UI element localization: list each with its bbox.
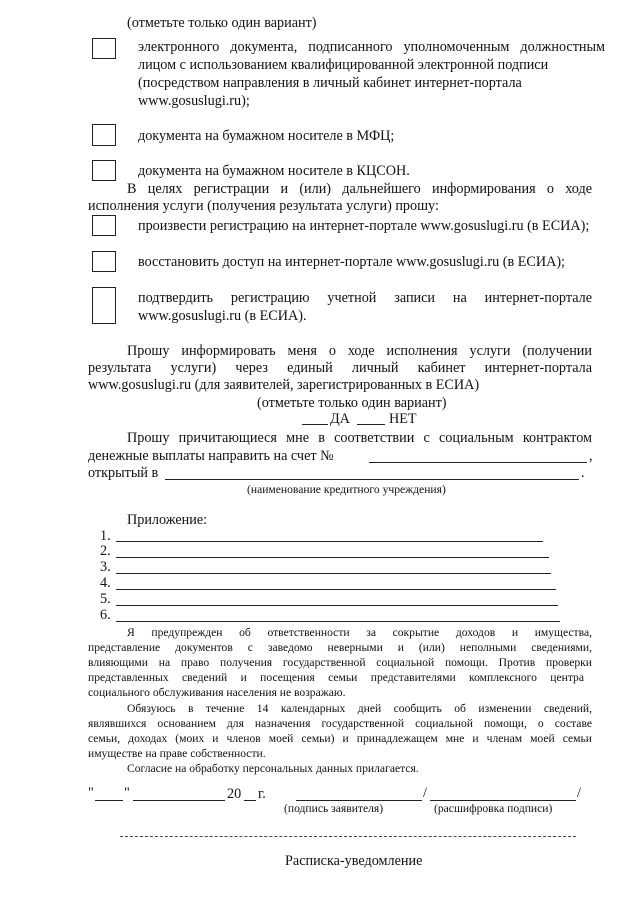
- bank-name-field[interactable]: [165, 479, 579, 480]
- bank-caption: (наименование кредитного учреждения): [247, 483, 446, 496]
- attachment-number-4: 4.: [100, 575, 111, 591]
- payment-request-line-1: Прошу причитающиеся мне в соответствии с социальным контрактом: [127, 430, 592, 446]
- liability-line-3: влияющими на право получения государственной социальной помощи. Против проверки: [88, 656, 592, 669]
- receipt-title: Расписка-уведомление: [285, 853, 423, 869]
- obligation-line-1: Обязуюсь в течение 14 календарных дней сообщить об изменении сведений,: [127, 702, 592, 715]
- attachment-line-5[interactable]: [116, 605, 558, 606]
- checkbox-paper-mfc[interactable]: [92, 124, 116, 146]
- attachment-line-2[interactable]: [116, 557, 549, 558]
- option-electronic-line-1: электронного документа, подписанного уполномоченным должностным: [138, 39, 605, 55]
- attachment-line-4[interactable]: [116, 589, 556, 590]
- date-year-prefix: 20: [227, 786, 242, 802]
- obligation-line-3: семьи, доходах (моих и членов моей семьи) и принадлежащем мне и членам моей семьи: [88, 732, 592, 745]
- attachment-line-1[interactable]: [116, 541, 543, 542]
- inform-request-line-2: результата услуги) через единый личный кабинет интернет-портала: [88, 360, 592, 376]
- checkbox-restore-access[interactable]: [92, 251, 116, 272]
- signature-decoding-field[interactable]: [430, 800, 576, 801]
- date-month-field[interactable]: [133, 800, 225, 801]
- option-electronic-line-2: лицом с использованием квалифицированной электронной подписи: [138, 57, 549, 73]
- date-open-quote: ": [88, 785, 94, 801]
- date-year-field[interactable]: [244, 800, 256, 801]
- attachment-line-3[interactable]: [116, 573, 551, 574]
- checkbox-electronic-document[interactable]: [92, 38, 116, 59]
- checkbox-confirm-registration[interactable]: [92, 287, 116, 324]
- date-close-quote: ": [124, 785, 130, 801]
- liability-line-5: социального обслуживания населения не возражаю.: [88, 686, 346, 699]
- attachment-line-6[interactable]: [116, 621, 560, 622]
- bank-period: .: [581, 465, 585, 481]
- no-label: НЕТ: [389, 411, 417, 427]
- attachment-number-3: 3.: [100, 559, 111, 575]
- obligation-line-4: имуществе на праве собственности.: [88, 747, 266, 760]
- single-choice-note: (отметьте только один вариант): [127, 15, 317, 31]
- option-restore-access: восстановить доступ на интернет-портале www.gosuslugi.ru (в ЕСИА);: [138, 254, 565, 270]
- decoding-slash: /: [577, 785, 581, 801]
- checkbox-register-portal[interactable]: [92, 215, 116, 236]
- account-number-field[interactable]: [369, 462, 587, 463]
- opened-in-label: открытый в: [88, 465, 159, 481]
- attachment-number-5: 5.: [100, 591, 111, 607]
- checkbox-paper-kcson[interactable]: [92, 160, 116, 181]
- attachment-number-6: 6.: [100, 607, 111, 623]
- cut-line-divider: [120, 836, 576, 837]
- option-electronic-line-3: (посредством направления в личный кабинет интернет-портала: [138, 75, 522, 91]
- no-blank[interactable]: [357, 424, 385, 425]
- option-electronic-line-4: www.gosuslugi.ru);: [138, 93, 250, 109]
- date-day-field[interactable]: [95, 800, 123, 801]
- registration-intro-line-2: исполнения услуги (получения результата услуги) прошу:: [88, 198, 439, 214]
- attachment-number-2: 2.: [100, 543, 111, 559]
- registration-intro-line-1: В целях регистрации и (или) дальнейшего информирования о ходе: [127, 181, 592, 197]
- payment-request-line-2: денежные выплаты направить на счет №: [88, 448, 334, 464]
- option-paper-mfc: документа на бумажном носителе в МФЦ;: [138, 128, 395, 144]
- yes-blank[interactable]: [302, 424, 328, 425]
- signature-caption: (подпись заявителя): [284, 802, 384, 815]
- inform-request-line-3: www.gosuslugi.ru (для заявителей, зарегистрированных в ЕСИА): [88, 377, 480, 393]
- attachments-title: Приложение:: [127, 512, 208, 528]
- date-year-suffix: г.: [258, 786, 266, 802]
- inform-request-line-1: Прошу информировать меня о ходе исполнения услуги (получении: [127, 343, 592, 359]
- option-confirm-registration-line-1: подтвердить регистрацию учетной записи на интернет-портале: [138, 290, 592, 306]
- signature-field[interactable]: [296, 800, 422, 801]
- obligation-line-2: являвшихся основанием для назначения государственной социальной помощи, о составе: [88, 717, 592, 730]
- inform-choice-note: (отметьте только один вариант): [257, 395, 447, 411]
- account-comma: ,: [589, 448, 593, 464]
- yes-label: ДА: [330, 411, 350, 427]
- option-register-portal: произвести регистрацию на интернет-портале www.gosuslugi.ru (в ЕСИА);: [138, 218, 590, 234]
- liability-line-4: представленных сведений и посещения семьи представителями комплексного центра: [88, 671, 584, 684]
- liability-line-2: представление документов с заведомо неверными и (или) неполными сведениями,: [88, 641, 592, 654]
- liability-line-1: Я предупрежден об ответственности за сокрытие доходов и имущества,: [127, 626, 592, 639]
- consent-note: Согласие на обработку персональных данных прилагается.: [127, 762, 419, 775]
- signature-slash: /: [423, 785, 427, 801]
- option-paper-kcson: документа на бумажном носителе в КЦСОН.: [138, 163, 410, 179]
- decoding-caption: (расшифровка подписи): [434, 802, 553, 815]
- option-confirm-registration-line-2: www.gosuslugi.ru (в ЕСИА).: [138, 308, 307, 324]
- attachment-number-1: 1.: [100, 528, 111, 544]
